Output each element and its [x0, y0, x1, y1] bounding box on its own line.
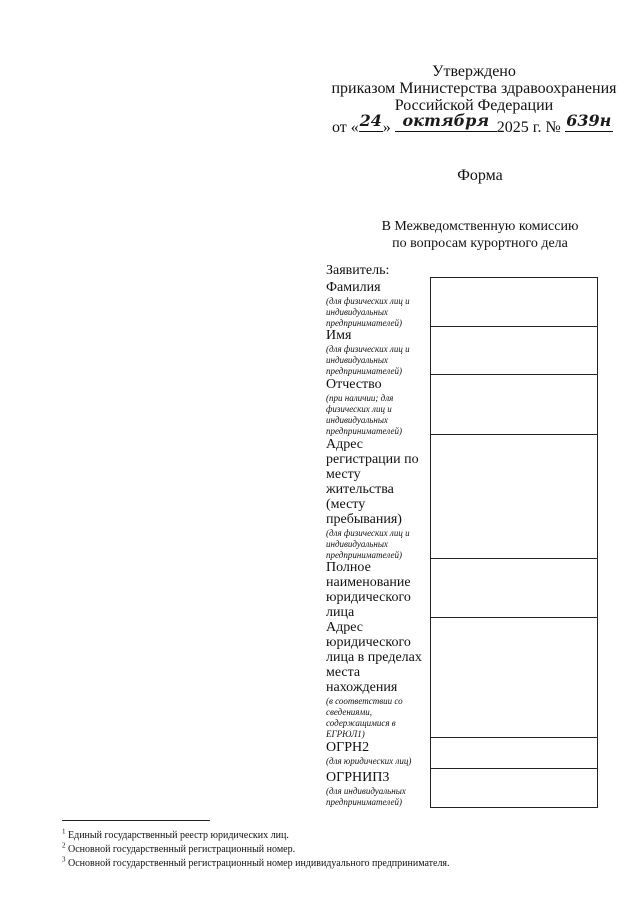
addressee [330, 218, 630, 252]
field-label-text: ОГРНИП3 [326, 770, 390, 785]
order-number: 639н [566, 111, 612, 130]
field-label-text: Фамилия [326, 280, 381, 295]
legal-address-field[interactable] [430, 617, 598, 738]
order-day-field [359, 111, 383, 132]
field-note: (при наличии; для физических лиц и индивидуальных предпринимателей) [326, 393, 402, 436]
name-field[interactable] [430, 326, 598, 375]
residence-address-field[interactable] [430, 434, 598, 559]
field-label-text: Имя [326, 328, 352, 343]
footnote-mark: 1 [62, 827, 66, 836]
patronymic-field[interactable] [430, 374, 598, 435]
footnote-mark: 3 [62, 855, 66, 864]
field-label-text: Адрес юридического лица в пределах места нахождения [326, 620, 422, 695]
field-label-text: Адрес регистрации по месту жительства (месту пребывания) [326, 437, 419, 527]
field-label-name [326, 328, 430, 377]
field-label-text: ОГРН2 [326, 740, 370, 755]
ogrn-field[interactable] [430, 737, 598, 769]
surname-field[interactable] [430, 277, 598, 327]
order-year: 2025 г. № [496, 119, 561, 136]
order-number-field [565, 111, 613, 132]
addressee-line-2: по вопросам курортного дела [392, 236, 568, 251]
form-title: Форма [457, 167, 503, 184]
order-day: 24 [359, 111, 382, 130]
order-month: октября [402, 111, 490, 130]
field-note: (для индивидуальных предпринимателей) [326, 786, 406, 807]
footnote-text: Единый государственный реестр юридических лиц. [65, 830, 289, 841]
field-label-legal-name [326, 560, 430, 620]
footnote-text: Основной государственный регистрационный номер. [65, 844, 296, 855]
footnote-divider [62, 820, 210, 821]
order-month-field [395, 111, 497, 132]
field-note: (в соответствии со сведениями, содержащимися в ЕГРЮЛ1) [326, 696, 403, 739]
field-label-text: Отчество [326, 377, 382, 392]
approval-ministry: приказом Министерства здравоохранения [331, 80, 617, 97]
approval-country: Российской Федерации [394, 97, 554, 114]
field-note: (для физических лиц и индивидуальных предпринимателей) [326, 528, 410, 560]
order-day-close: » [382, 119, 391, 136]
field-label-patronymic [326, 377, 430, 437]
order-prefix: от « [332, 119, 359, 136]
field-label-surname [326, 280, 430, 329]
field-label-ogrnip [326, 770, 430, 808]
field-label-text: Полное наименование юридического лица [326, 560, 411, 620]
applicant-label: Заявитель: [326, 263, 390, 278]
footnote-1 [62, 827, 289, 842]
field-label-ogrn [326, 740, 430, 767]
field-label-legal-address [326, 620, 424, 740]
footnote-mark: 2 [62, 841, 66, 850]
field-note: (для физических лиц и индивидуальных предпринимателей) [326, 344, 410, 376]
footnote-3 [62, 855, 450, 870]
approval-block [318, 63, 630, 114]
approval-title: Утверждено [432, 63, 516, 80]
legal-name-field[interactable] [430, 558, 598, 618]
footnote-text: Основной государственный регистрационный номер индивидуального предпринимателя. [65, 858, 450, 869]
footnote-2 [62, 841, 296, 856]
field-note: (для физических лиц и индивидуальных предпринимателей) [326, 296, 410, 328]
ogrnip-field[interactable] [430, 768, 598, 808]
addressee-line-1: В Межведомственную комиссию [381, 219, 579, 234]
field-label-residence-address [326, 437, 424, 561]
order-line [332, 111, 632, 137]
field-note: (для юридических лиц) [326, 756, 412, 766]
